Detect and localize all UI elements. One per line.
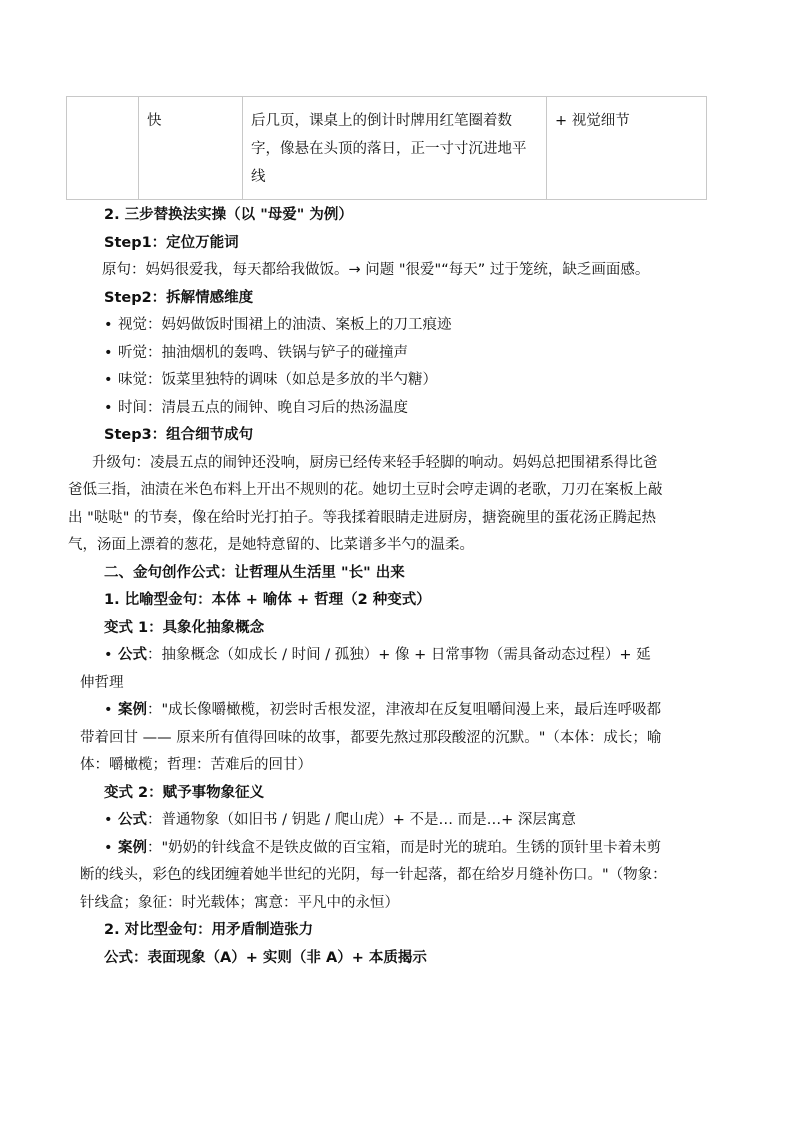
- step1-heading: Step1：定位万能词: [104, 234, 239, 251]
- list-item: • 视觉：妈妈做饭时围裙上的油渍、案板上的刀工痕迹: [104, 312, 724, 340]
- document-body: [68, 202, 724, 972]
- list-item: • 味觉：饭菜里独特的调味（如总是多放的半勺糖）: [104, 367, 724, 395]
- variant2-formula: • 公式：普通物象（如旧书 / 钥匙 / 爬山虎）+ 不是… 而是…+ 深层寓意: [104, 807, 724, 835]
- variant1-case: • 案例："成长像嚼橄榄，初尝时舌根发涩，津液却在反复咀嚼间漫上来，最后连呼吸都 带着回甘 —— 原来所有值得回味的故事，都要先熬过那段酸涩的沉默。"（本体：成长；喻 体：嚼橄榄；哲理：苦难后的回甘）: [104, 697, 724, 780]
- table-cell-technique: + 视觉细节: [547, 97, 707, 200]
- table-row: [67, 97, 707, 200]
- section-heading-three-step: 2. 三步替换法实操（以 "母爱" 为例）: [104, 207, 353, 223]
- variant2-case: • 案例："奶奶的针线盒不是铁皮做的百宝箱，而是时光的琥珀。生锈的顶针里卡着未剪 断的线头，彩色的线团缠着她半世纪的光阴，每一针起落，都在给岁月缝补伤口。"（物象： 针线盒；象征：时光载体；寓意：平凡中的永恒）: [104, 835, 724, 918]
- list-item: • 听觉：抽油烟机的轰鸣、铁锅与铲子的碰撞声: [104, 340, 724, 368]
- comparison-table-fragment: [66, 96, 707, 200]
- bullet-dot-icon: •: [104, 344, 113, 361]
- variant1-heading: 变式 1：具象化抽象概念: [104, 619, 265, 636]
- bullet-dot-icon: •: [104, 372, 113, 388]
- original-sentence: 原句：妈妈很爱我，每天都给我做饭。→ 问题 "很爱"“每天” 过于笼统，缺乏画面感。: [102, 262, 650, 278]
- list-item: • 时间：清晨五点的闹钟、晚自习后的热汤温度: [104, 395, 724, 423]
- subheading-metaphor: 1. 比喻型金句：本体 + 喻体 + 哲理（2 种变式）: [104, 592, 431, 608]
- upgraded-paragraph: 升级句：凌晨五点的闹钟还没响，厨房已经传来轻手轻脚的响动。妈妈总把围裙系得比爸 爸低三指，油渍在米色布料上开出不规则的花。她切土豆时会哼走调的老歌，刀刃在案板上敲 出 "哒哒" 的节奏，像在给时光打拍子。等我揉着眼睛走进厨房，搪瓷碗里的蛋花汤正腾起热 气，汤面上漂着的葱花，是她特意留的、比菜谱多半勺的温柔。: [68, 454, 663, 553]
- bullet-dot-icon: •: [104, 812, 113, 828]
- subheading-contrast: 2. 对比型金句：用矛盾制造张力: [104, 922, 314, 938]
- section-heading-golden-sentence: 二、金句创作公式：让哲理从生活里 "长" 出来: [104, 564, 405, 581]
- contrast-formula: 公式：表面现象（A）+ 实则（非 A）+ 本质揭示: [104, 949, 427, 966]
- table-cell-example: 后几页，课桌上的倒计时牌用红笔圈着数字，像悬在头顶的落日，正一寸寸沉进地平线: [243, 97, 547, 200]
- bullet-dot-icon: •: [104, 839, 113, 856]
- variant2-heading: 变式 2：赋予事物象征义: [104, 784, 265, 801]
- bullet-dot-icon: •: [104, 317, 113, 333]
- table-cell-empty: [67, 97, 139, 200]
- bullet-dot-icon: •: [104, 399, 113, 416]
- bullet-dot-icon: •: [104, 702, 113, 718]
- step2-heading: Step2：拆解情感维度: [104, 289, 254, 306]
- step3-heading: Step3：组合细节成句: [104, 427, 254, 443]
- bullet-dot-icon: •: [104, 647, 113, 663]
- variant1-formula: • 公式：抽象概念（如成长 / 时间 / 孤独）+ 像 + 日常事物（需具备动态过程）+ 延 伸哲理: [104, 642, 724, 697]
- table-cell-speed: 快: [139, 97, 243, 200]
